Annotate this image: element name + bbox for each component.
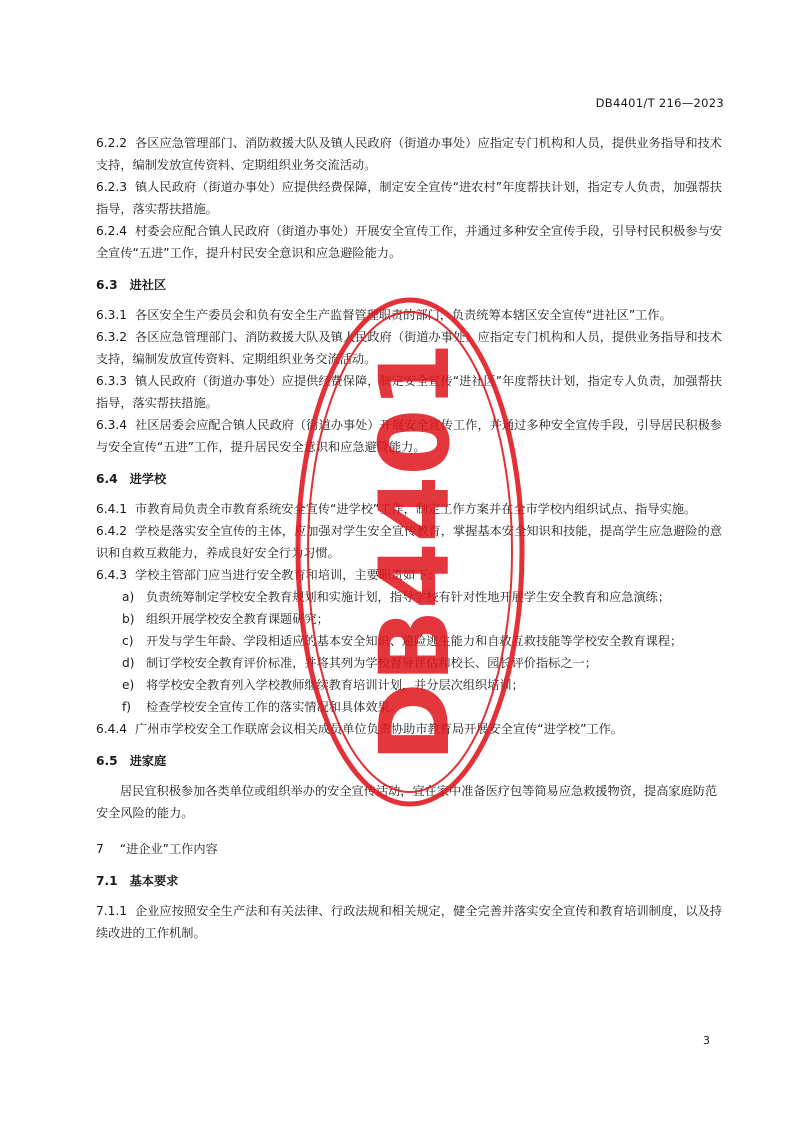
chapter-title: “进企业”工作内容 [119, 842, 218, 856]
section-number: 6.3 [96, 278, 118, 292]
list-marker: b) [122, 612, 135, 626]
section-heading-6-4 [96, 468, 722, 490]
clause-6-2-2 [96, 132, 722, 176]
section-title: 进学校 [129, 472, 167, 486]
clause-number: 6.2.4 [96, 224, 128, 238]
clause-number: 6.2.3 [96, 180, 128, 194]
clause-number: 7.1.1 [96, 904, 128, 918]
clause-number: 6.4.4 [96, 722, 128, 736]
clause-6-3-2 [96, 326, 722, 370]
list-marker: d) [122, 656, 135, 670]
clause-text: 社区居委会应配合镇人民政府（街道办事处）开展安全宣传工作，并通过多种安全宣传手段，引导居民积极参与安全宣传“五进”工作，提升居民安全意识和应急避险能力。 [96, 418, 722, 454]
list-marker: f) [122, 700, 132, 714]
document-body [96, 132, 722, 944]
list-item [96, 674, 722, 696]
clause-6-4-1 [96, 498, 722, 520]
standard-code-header: DB4401/T 216—2023 [595, 96, 724, 110]
clause-number: 6.3.4 [96, 418, 128, 432]
clause-text: 各区应急管理部门、消防救援大队及镇人民政府（街道办事处）应指定专门机构和人员，提供业务指导和技术支持，编制发放宣传资料、定期组织业务交流活动。 [96, 330, 722, 366]
list-item [96, 652, 722, 674]
clause-6-4-4 [96, 718, 722, 740]
clause-text: 学校主管部门应当进行安全教育和培训，主要职责如下： [135, 568, 440, 582]
clause-6-3-1 [96, 304, 722, 326]
clause-6-3-3 [96, 370, 722, 414]
section-heading-6-5 [96, 750, 722, 772]
clause-6-3-4 [96, 414, 722, 458]
clause-text: 村委会应配合镇人民政府（街道办事处）开展安全宣传工作，并通过多种安全宣传手段，引导村民积极参与安全宣传“五进”工作，提升村民安全意识和应急避险能力。 [96, 224, 722, 260]
clause-text: 镇人民政府（街道办事处）应提供经费保障，制定安全宣传“进农村”年度帮扶计划，指定专人负责，加强帮扶指导，落实帮扶措施。 [96, 180, 722, 216]
clause-number: 6.3.1 [96, 308, 128, 322]
list-item [96, 696, 722, 718]
clause-number: 6.4.1 [96, 502, 128, 516]
list-marker: a) [122, 590, 135, 604]
list-item [96, 608, 722, 630]
page-number: 3 [703, 1034, 710, 1047]
clause-text: 广州市学校安全工作联席会议相关成员单位负责协助市教育局开展安全宣传“进学校”工作。 [135, 722, 623, 736]
clause-7-1-1 [96, 900, 722, 944]
section-title: 进社区 [129, 278, 167, 292]
clause-text: 市教育局负责全市教育系统安全宣传“进学校”工作，制定工作方案并在全市学校内组织试点、指导实施。 [135, 502, 697, 516]
clause-number: 6.2.2 [96, 136, 128, 150]
chapter-number: 7 [96, 842, 104, 856]
section-number: 7.1 [96, 874, 118, 888]
clause-number: 6.3.2 [96, 330, 128, 344]
list-item [96, 586, 722, 608]
list-item-text: 组织开展学校安全教育课题研究； [146, 612, 329, 626]
list-item-text: 将学校安全教育列入学校教师继续教育培训计划，并分层次组织培训； [146, 678, 524, 692]
clause-6-2-3 [96, 176, 722, 220]
list-item-text: 检查学校安全宣传工作的落实情况和具体效果。 [146, 700, 402, 714]
stamp-text: DB4401 [359, 341, 471, 763]
clause-text: 镇人民政府（街道办事处）应提供经费保障，制定安全宣传“进社区”年度帮扶计划，指定专人负责，加强帮扶指导，落实帮扶措施。 [96, 374, 722, 410]
section-number: 6.5 [96, 754, 118, 768]
list-item-text: 开发与学生年龄、学段相适应的基本安全知识、避险逃生能力和自救互救技能等学校安全教育课程； [146, 634, 683, 648]
clause-text: 各区安全生产委员会和负有安全生产监督管理职责的部门，负责统筹本辖区安全宣传“进社区”工作。 [135, 308, 672, 322]
list-item-text: 负责统筹制定学校安全教育规划和实施计划，指导学校有针对性地开展学生安全教育和应急演练； [146, 590, 671, 604]
list-item [96, 630, 722, 652]
paragraph-6-5: 居民宜积极参加各类单位或组织举办的安全宣传活动，宜在家中准备医疗包等简易应急救援物资，提高家庭防范安全风险的能力。 [96, 784, 718, 820]
list-marker: c) [122, 634, 134, 648]
chapter-heading-7 [96, 838, 722, 860]
clause-number: 6.3.3 [96, 374, 128, 388]
clause-6-2-4 [96, 220, 722, 264]
clause-text: 各区应急管理部门、消防救援大队及镇人民政府（街道办事处）应指定专门机构和人员，提供业务指导和技术支持，编制发放宣传资料、定期组织业务交流活动。 [96, 136, 722, 172]
clause-number: 6.4.2 [96, 524, 128, 538]
clause-number: 6.4.3 [96, 568, 128, 582]
section-heading-7-1 [96, 870, 722, 892]
section-title: 基本要求 [129, 874, 179, 888]
section-heading-6-3 [96, 274, 722, 296]
clause-text: 学校是落实安全宣传的主体，应加强对学生安全宣传教育，掌握基本安全知识和技能，提高学生应急避险的意识和自救互救能力，养成良好安全行为习惯。 [96, 524, 722, 560]
list-marker: e) [122, 678, 135, 692]
clause-6-4-3 [96, 564, 722, 586]
clause-6-4-2 [96, 520, 722, 564]
section-title: 进家庭 [129, 754, 167, 768]
section-number: 6.4 [96, 472, 118, 486]
list-item-text: 制订学校安全教育评价标准，并将其列为学校督导评估和校长、园长评价指标之一； [146, 656, 597, 670]
clause-text: 企业应按照安全生产法和有关法律、行政法规和相关规定，健全完善并落实安全宣传和教育培训制度，以及持续改进的工作机制。 [96, 904, 722, 940]
